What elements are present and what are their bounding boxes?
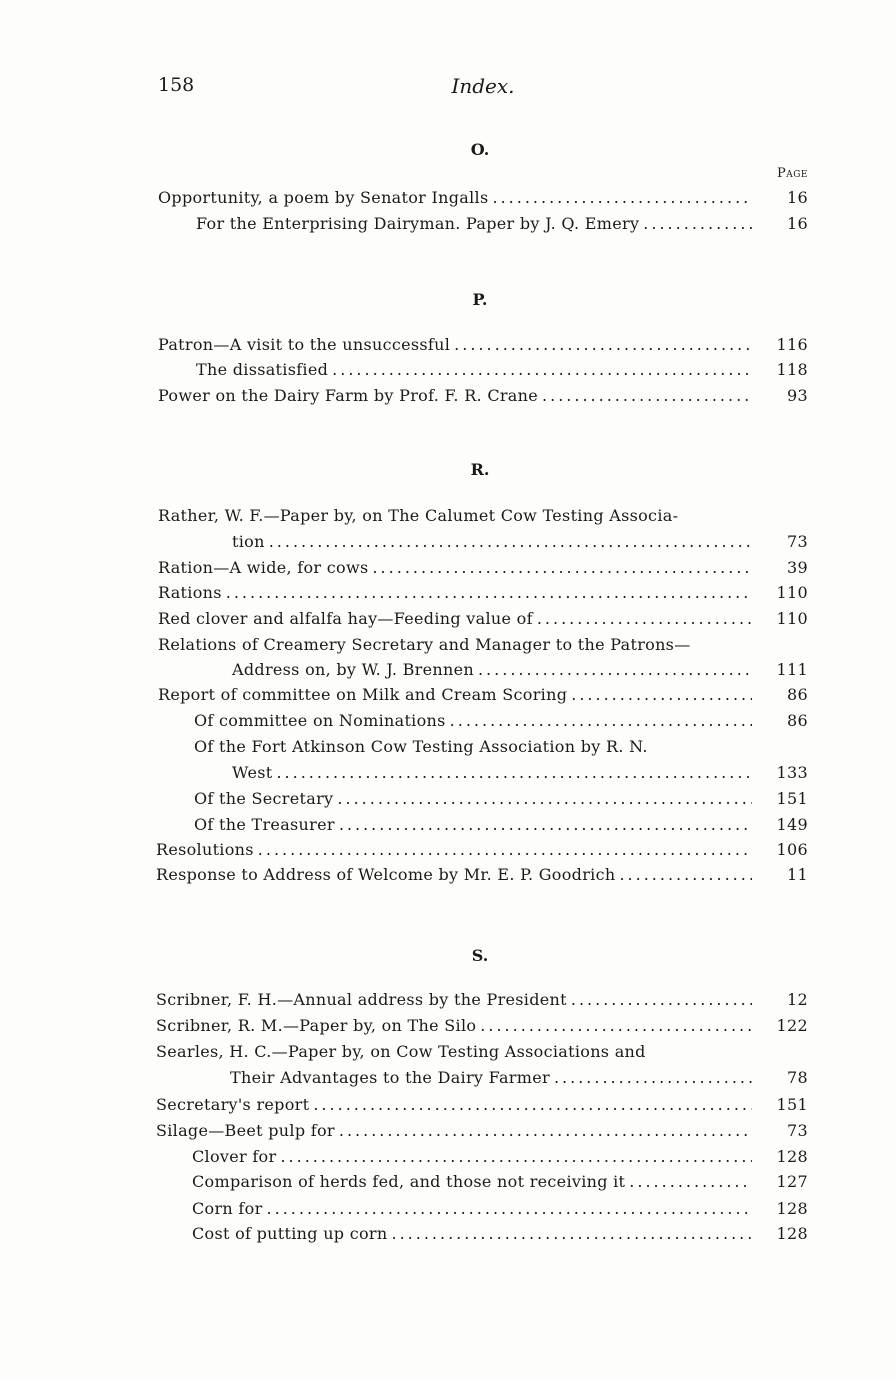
entry-page: 128 [776,1147,808,1166]
entry-page: 118 [776,360,808,379]
leader-dots [391,1222,752,1246]
index-entry [158,581,808,605]
entry-text: The dissatisfied [196,360,329,379]
index-entry [232,761,808,785]
entry-page: 151 [776,1095,808,1114]
index-entry [158,333,808,357]
index-entry [158,186,808,210]
entry-text: Comparison of herds fed, and those not receiving it [192,1172,626,1191]
leader-dots [339,1119,752,1143]
leader-dots [267,1197,752,1221]
entry-page: 133 [776,763,808,782]
section-letter-r: R. [470,460,490,479]
entry-page: 116 [776,335,808,354]
entry-page: 16 [787,214,808,233]
index-entry-first-line: Searles, H. C.—Paper by, on Cow Testing Associations and [156,1042,646,1061]
index-entry [192,1197,808,1221]
entry-text: Cost of putting up corn [192,1224,388,1243]
index-entry [156,988,808,1012]
entry-page: 128 [776,1199,808,1218]
leader-dots [629,1170,752,1194]
index-entry [156,1093,808,1117]
index-entry [156,1119,808,1143]
entry-page: 128 [776,1224,808,1243]
entry-text: Response to Address of Welcome by Mr. E. P. Goodrich [156,865,616,884]
page-number: 158 [158,74,195,96]
section-letter-p: P. [472,290,488,309]
leader-dots [258,838,752,862]
index-entry [158,683,808,707]
entry-text: Secretary's report [156,1095,310,1114]
index-entry [194,787,808,811]
entry-text: Opportunity, a poem by Senator Ingalls [158,188,489,207]
entry-page: 106 [776,840,808,859]
section-letter-s: S. [471,946,489,965]
leader-dots [337,787,752,811]
leader-dots [280,1145,752,1169]
leader-dots [571,988,752,1012]
entry-page: 110 [776,583,808,602]
leader-dots [226,581,752,605]
leader-dots [450,709,752,733]
leader-dots [542,384,752,408]
index-entry [232,530,808,554]
section-letter-o: O. [470,140,490,159]
entry-page: 93 [787,386,808,405]
leader-dots [571,683,752,707]
index-entry [158,556,808,580]
entry-text: West [232,763,273,782]
entry-page: 39 [787,558,808,577]
index-entry [156,863,808,887]
entry-text: Address on, by W. J. Brennen [232,660,474,679]
index-entry [196,358,808,382]
index-entry [196,212,808,236]
entry-page: 86 [787,711,808,730]
entry-page: 127 [776,1172,808,1191]
index-entry [158,607,808,631]
entry-text: Report of committee on Milk and Cream Scoring [158,685,568,704]
entry-page: 110 [776,609,808,628]
leader-dots [492,186,752,210]
index-entry [230,1066,808,1090]
leader-dots [643,212,752,236]
index-entry-first-line: Rather, W. F.—Paper by, on The Calumet Cow Testing Associa- [158,506,679,525]
entry-page: 73 [787,532,808,551]
entry-text: Of committee on Nominations [194,711,446,730]
entry-text: Scribner, F. H.—Annual address by the President [156,990,567,1009]
index-entry [194,813,808,837]
entry-text: Ration—A wide, for cows [158,558,369,577]
entry-text: Their Advantages to the Dairy Farmer [230,1068,550,1087]
entry-text: Scribner, R. M.—Paper by, on The Silo [156,1016,477,1035]
leader-dots [537,607,752,631]
entry-page: 73 [787,1121,808,1140]
entry-page: 11 [787,865,808,884]
entry-page: 16 [787,188,808,207]
entry-text: Of the Secretary [194,789,334,808]
leader-dots [372,556,752,580]
index-entry-first-line: Relations of Creamery Secretary and Manager to the Patrons— [158,635,691,654]
index-entry [232,658,808,682]
index-entry [192,1170,808,1194]
running-title: Index. [451,74,515,98]
entry-page: 78 [787,1068,808,1087]
leader-dots [269,530,752,554]
entry-page: 149 [776,815,808,834]
entry-text: Silage—Beet pulp for [156,1121,335,1140]
entry-text: Red clover and alfalfa hay—Feeding value of [158,609,533,628]
entry-page: 12 [787,990,808,1009]
index-entry [158,384,808,408]
index-entry [156,1014,808,1038]
entry-page: 122 [776,1016,808,1035]
entry-page: 151 [776,789,808,808]
leader-dots [313,1093,752,1117]
entry-page: 86 [787,685,808,704]
entry-text: Corn for [192,1199,263,1218]
entry-text: Rations [158,583,222,602]
index-entry [194,709,808,733]
page-column-label: Page [776,166,808,181]
index-entry [156,838,808,862]
leader-dots [332,358,752,382]
entry-text: Power on the Dairy Farm by Prof. F. R. Crane [158,386,539,405]
index-entry [192,1145,808,1169]
leader-dots [276,761,752,785]
leader-dots [339,813,752,837]
entry-text: Resolutions [156,840,254,859]
leader-dots [554,1066,752,1090]
index-entry [192,1222,808,1246]
entry-text: tion [232,532,265,551]
leader-dots [454,333,752,357]
leader-dots [619,863,752,887]
entry-text: Patron—A visit to the unsuccessful [158,335,451,354]
entry-text: Of the Treasurer [194,815,335,834]
entry-text: Clover for [192,1147,277,1166]
leader-dots [480,1014,752,1038]
leader-dots [478,658,752,682]
entry-text: For the Enterprising Dairyman. Paper by J. Q. Emery [196,214,640,233]
index-entry-first-line: Of the Fort Atkinson Cow Testing Association by R. N. [194,737,648,756]
entry-page: 111 [776,660,808,679]
